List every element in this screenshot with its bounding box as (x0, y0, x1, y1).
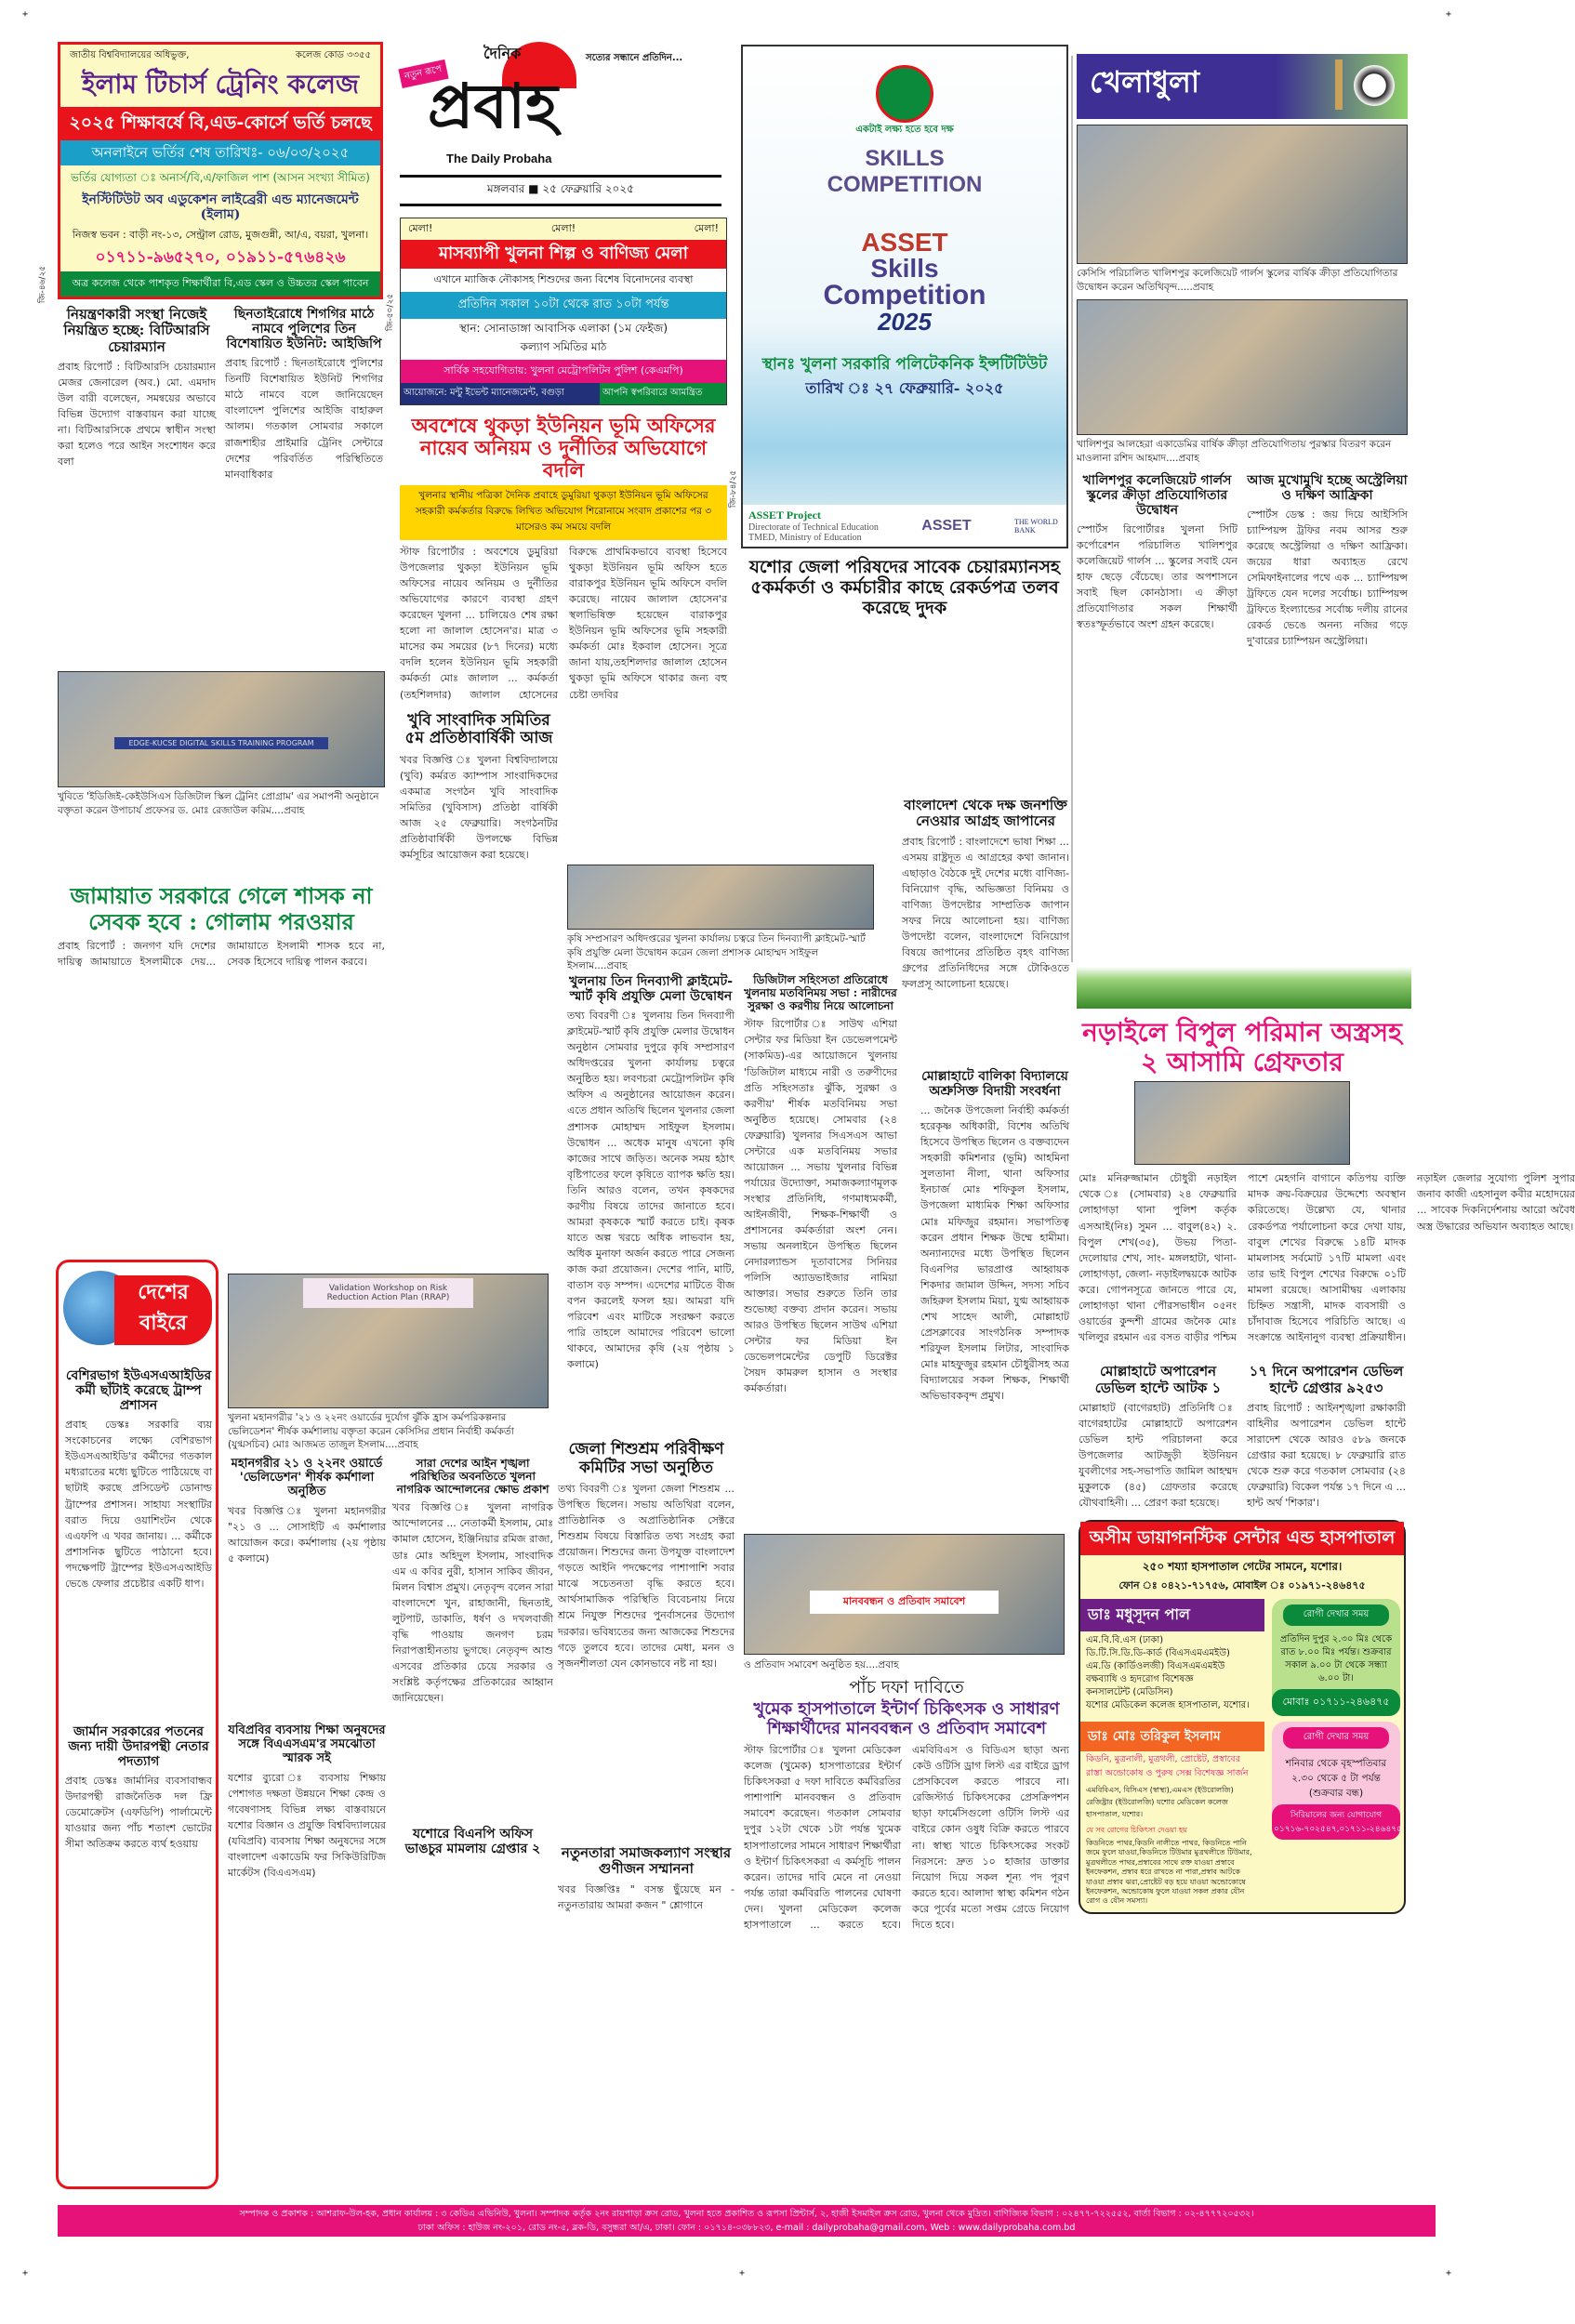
article-jamaat (58, 883, 385, 970)
article-body: প্রবাহ ডেস্কঃ জার্মানির ব্যবসাবান্ধব উদারপন্থী রাজনৈতিক দল ফ্রি ডেমোক্রেটস (এফডিপি) পার্লামেন্টে যাওয়ার জন্য পাঁচ শতাংশ ভোটের সীমা অতিক্রম করতে ব্যর্থ হওয়ায় (65, 1775, 212, 1851)
article-ku-press (400, 710, 558, 861)
registration-mark: + (739, 2268, 746, 2278)
doctor2-serial-title: সিরিয়ালের জন্য যোগাযোগ (1290, 1811, 1383, 1821)
devil-hunt-articles (1079, 1364, 1406, 1511)
mela-tag: মেলা! (550, 222, 576, 234)
photo-narail-police (1134, 1081, 1350, 1165)
ad-mela (400, 218, 727, 405)
article-body: তথ্য বিবরণী ঃ খুলনায় তিন দিনব্যাপী ক্লাইমেট-স্মার্ট কৃষি প্রযুক্তি মেলার উদ্বোধন অনুষ্ঠান সোমবার দুপুরে কৃষি সম্প্রসারণ অধিদপ্তরের খুলনা কার্যালয় চত্বরে অনুষ্ঠিত হয়। লবণচরা মেট্রোপলিটন কৃষি অফিস এ অনুষ্ঠানের আয়োজন করেন। এতে প্রধান অতিথি ছিলেন খুলনার জেলা প্রশাসক মোহাম্মদ সাইফুল ইসলাম। উদ্বোধন ... অধেক মানুষ এখনো কৃষি কাজের সাথে জড়িত। অনেক সময় হঠাৎ বৃষ্টিপাতের ফলে কৃষিতে ব্যাপক ক্ষতি হয়। তিনি আরও বলেন, তখন কৃষকদের করণীয় বিষয়ে তাদের জানাতে হবে। আমরা কৃষককে স্মার্ট করতে চাই। কৃষক যাতে অল্প খরচে অধিক লাভবান হয়, অধিক মুনাফা অর্জন করতে পারে সেজন্য কাজ করা প্রয়োজন। দেশের পানি, মাটি, বাতাস বড় সম্পদ। এদেশের মাটিতে বীজ বপন করলেই ফসল হয়। আমরা যদি পরিবেশ এবং মাটিকে সংরক্ষণ করতে পারি তাহলে আমাদের পরিবেশ ভালো থাকবে, আমাদের কৃষি (২য় পৃষ্ঠায় ১ কলামে) (567, 1010, 735, 1371)
world-title-top: দেশের (138, 1281, 189, 1304)
masthead-badge: নতুন রূপে (398, 59, 448, 88)
ad-institute: ইনস্টিটিউট অব এডুকেশন লাইব্রেরী এন্ড ম্যানেজমেন্ট (ইলাম) (82, 192, 359, 223)
registration-mark: + (22, 9, 29, 20)
photo-alhera-academy (1077, 299, 1408, 435)
mela-venue-line: কল্যাণ সমিতির মাঠ (520, 339, 607, 353)
mela-invite: আপনি স্বপরিবারে আমন্ত্রিত (600, 383, 726, 404)
photo-banner-text: Validation Workshop on Risk Reduction Action Plan (RRAP) (303, 1278, 473, 1308)
doctor2-serial: ০১৭১৬-৭০২৫৪৭,০১৭১১-২৪৬৪৭৫ (1274, 1825, 1402, 1835)
article-headline: খুলনায় তিন দিনব্যাপী ক্লাইমেট-স্মার্ট কৃষি প্রযুক্তি মেলা উদ্বোধন (568, 974, 734, 1005)
footer-imprint (58, 2205, 1436, 2237)
footer-line: সম্পাদক ও প্রকাশক : আশরাফ-উল-হক, প্রধান কার্যালয় : ৩ কেডিএ এভিনিউ, খুলনা। সম্পাদক কর্তৃক ২নং রায়পাড়া ক্রস রোড, খুলনা হতে প্রকাশিত ও রূপসা প্রিন্টার্স, ২, হাজী ইসমাইল ক্রস রোড, খুলনা থেকে মুদ্রিত। বাণিজ্যিক বিভাগ : ০২৪৭৭-৭২২৫৫২, বার্তা বিভাগ : ০২-৪৭৭৭২০৫৩২। (239, 2209, 1254, 2219)
article-devil-hunt-17 (1247, 1364, 1406, 1511)
article-headline: ডিজিটাল সহিংসতা প্রতিরোধে খুলনায় মতবিনিময় সভা : নারীদের সুরক্ষা ও করণীয় নিয়ে আলোচনা (744, 973, 897, 1012)
article-khumek (744, 1678, 1069, 1933)
article-headline: নতুনতারা সমাজকল্যাণ সংস্থার গুণীজন সম্মাননা (561, 1844, 732, 1878)
ad-college (58, 42, 383, 299)
qualification-line: এম.বি.বি.এস (ঢাকা) (1086, 1635, 1164, 1646)
world-section-header (63, 1266, 212, 1364)
logo-line: Skills (870, 254, 939, 283)
skills-title-line: SKILLS (865, 146, 945, 171)
skills-title (743, 146, 1066, 198)
article-body: প্রবাহ রিপোর্ট : আইনশৃঙ্খলা রক্ষাকারী বাহিনীর অপারেশন ডেভিল হান্টে সারাদেশ থেকে আরও ৫৮৯ জনকে গ্রেপ্তার করা হয়েছে। ৮ ফেব্রুয়ারি রাত থেকে শুরু করে গতকাল সোমবার (২৪ ফেব্রুয়ারি) বিকেল পর্যন্ত ১৭ দিনে এ ... হান্ট অর্থ 'শিকার'। (1247, 1401, 1406, 1510)
ad-college-code: কলেজ কোড ৩৩৫৫ (295, 50, 371, 60)
article-body: ... জনৈক উপজেলা নির্বাহী কর্মকর্তা হরেকৃষ্ণ অধিকারী, বিশেষ অতিথি হিসেবে উপস্থিত ছিলেন ও বক্তব্যদেন সহকারী কমিশনার (ভূমি) আহমিনা সুলতানা নীলা, থানা অফিসার ইনচার্জ মোঃ শফিকুল ইসলাম, উপজেলা মাধ্যমিক শিক্ষা অফিসার মোঃ মফিজুর রহমান। সভাপতিত্ব করেন প্রধান শিক্ষক উম্মে হামীমা। অন্যান্যদের মধ্যে উপস্থিত ছিলেন বিএনপির ভারপ্রাপ্ত আহ্বায়ক শিকদার জামাল উদ্দিন, সদস্য সচিব জহিরুল ইসলাম মিয়া, যুগ্ম আহ্বায়ক শেখ সাহেদ আলী, মোল্লাহাট প্রেসক্লাবের সাংগঠনিক সম্পাদক শরিফুল ইসলাম লিটার, সাংবাদিক মোঃ মাহফুজুর রহমান চৌধুরীসহ অত্র বিদ্যালয়ের সকল শিক্ষক, শিক্ষার্থী অভিভাবকবৃন্দ প্রমুখ। (920, 1104, 1069, 1403)
article-headline: যশোরে বিএনপি অফিস ভাঙচুর মামলায় গ্রেপ্তার ২ (404, 1827, 541, 1857)
article-police (225, 307, 383, 482)
mela-line1: এখানে ম্যাজিক নৌকাসহ শিশুদের জন্য বিশেষ বিনোদনের ব্যবস্থা (401, 269, 726, 292)
article-headline: জার্মান সরকারের পতনের জন্য দায়ী উদারপন্থী নেতার পদত্যাগ (68, 1724, 209, 1770)
qualification-line: এম.ডি (কার্ডিওলজী) বিএসএমএমইউ (1086, 1661, 1225, 1672)
article-headline: যবিপ্রবির ব্যবসায় শিক্ষা অনুষদের সঙ্গে বিএএসএম'র সমঝোতা স্মারক সই (228, 1723, 386, 1765)
article-headline: মোল্লাহাটে বালিকা বিদ্যালয়ে অশ্রুসিক্ত বিদায়ী সংবর্ধনা (921, 1069, 1068, 1100)
article-kicker: খুলনার স্থানীয় পত্রিকা দৈনিক প্রবাহে ডুমুরিয়া থুকড়া ইউনিয়ন ভূমি অফিসের সহকারী কর্মকর্তার বিরুদ্ধে লিখিত অভিযোগ শিরোনামে সংবাদ প্রকাশের পর ৩ মাসেরও কম সময়ে বদলি (400, 485, 727, 540)
qualification-line: ডি.টি.সি.ডি.ডি-কার্ড (বিএসএমএমইউ) (1086, 1648, 1230, 1659)
article-kcc-workshop (228, 1458, 386, 1566)
doctor1-name: ডাঃ মধুসূদন পাল (1080, 1599, 1264, 1631)
photo-sports-opening (1077, 125, 1408, 264)
article-law-order (392, 1458, 553, 1706)
article-body: প্রবাহ ডেস্কঃ সরকারি ব্যয় সংকোচনের লক্ষ্যে বেশিরভাগ ইউএসএআইডি'র কর্মীদের গতকাল মধ্যরাতের মধ্যে ছুটিতে পাঠিয়েছে বা ছাটাই করছে প্রসিডেন্ট ডোনাল্ড ট্রাম্পের প্রশাসন। সাহায্য সংস্থাটির বরাত দিয়ে ওয়াশিংটন থেকে এএফপি এ খবর জানায়। ... কর্মীকে প্রশাসনিক ছুটিতে পাঠানো হবে। পদক্ষেপটি ট্রাম্পের ইউএসএআইডি ভেঙে ফেলার প্রচেষ্টার একটি ধাপ। (65, 1419, 212, 1590)
photo-caption: কেসিসি পরিচালিত খালিশপুর কলেজিয়েট গার্লস স্কুলের বার্ষিক ক্রীড়া প্রতিযোগিতার উদ্বোধন করেন অতিথিবৃন্দ.....প্রবাহ (1077, 268, 1398, 293)
article-body: খবর বিজ্ঞপ্তি ঃ খুলনা নাগরিক আন্দোলনের ... নেতাকর্মী ইসলাম, মোঃ কামাল হোসেন, ইঞ্জিনিয়ার রমিজ রাজা, ডাঃ মোঃ অহিদুল ইসলাম, সাংবাদিক এম এ কবির নুরী, হাসান সাকিব জীবন, মিলন বিশ্বাস প্রমুখ। নেতৃবৃন্দ বলেন সারা বাংলাদেশে খুন, রাহাজানী, ছিনতাই, লুটপাট, ডাকাতি, ধর্ষণ ও দখলবাজী বৃদ্ধি পাওয়ায় জনগণ চরম নিরাপত্তাহীনতায় ভুগছে। নেতৃবৃন্দ আশু এসবের প্রতিকার চেয়ে সরকার ও সংশ্লিষ্ট কর্তৃপক্ষের প্রতিকারের আহ্বান জানিয়েছেন। (392, 1501, 553, 1704)
photo-khumek-protest (744, 1534, 1065, 1655)
mela-tag: মেলা! (408, 222, 433, 234)
article-body: স্পোর্টস রিপোর্টারঃ খুলনা সিটি কর্পোরেশন পরিচালিত খালিশপুর কলেজিয়েট গার্লস ... স্কুলের সবাই যেন হাফ ছেড়ে বেঁচেছে। তার অপশাসনে সবাই ছিল কোনঠাসা। এ ক্রীড়া প্রতিযোগিতার সকল শিক্ষার্থী স্বতঃস্ফূর্তভাবে অংশ গ্রহন করেছে। (1077, 523, 1238, 631)
logo-line: ASSET (861, 228, 948, 257)
doctor2-treatments: কিডনিতে পাথর,কিডনি নালীতে পাথর, কিডনিতে পানি জমে ফুলে যাওয়া,কিডনিতে টিউমার মুত্রথলীতে টিউমার, মুত্রথলীতে পাথর,প্রস্বাবের সাথে রক্ত যাওয়া প্রস্বাবে ইনফেকশন, প্রস্বাব ধরে রাখতে না পারা,প্রস্বাব আটকে যাওয়া প্রস্বাব ঝরা,প্রোষ্টেট বড় হয়ে যাওয়া অন্ডোকোষে ইনফেকশন, অন্ডোকোষ ফুলে যাওয়া সকল প্রকার যৌন রোগ ও যৌন সমস্যা। (1086, 1839, 1252, 1906)
mela-title: মাসব্যাপী খুলনা শিল্প ও বাণিজ্য মেলা (401, 240, 726, 269)
article-narail (1079, 1017, 1575, 1356)
doctor2-hours: শনিবার থেকে বৃহস্পতিবার ২.৩০ থেকে ৫ টা পর্যন্ত (শুক্রবার বন্ধ) (1285, 1758, 1387, 1799)
photo-banner-text: মানববন্ধন ও প্রতিবাদ সমাবেশ (810, 1591, 999, 1614)
article-body: প্রবাহ রিপোর্ট : বিটিআরসি চেয়ারম্যান মেজর জেনারেল (অব.) মো. এমদাদ উল বারী বলেছেন, সমন্বয়ের অভাবে বিভিন্ন উদ্যোগ বাস্তবায়ন করা যাচ্ছে না। বিটিআরসিকে প্রথমে স্বাধীন সংস্থা করা হলেও পরে আইন সংশোধন করে বলা (58, 360, 216, 469)
article-just-bsm (228, 1724, 386, 1881)
worldbank-logo: THE WORLD BANK (1013, 517, 1058, 535)
photo-caption: কৃষি সম্প্রসারণ অধিদপ্তরের খুলনা কার্যালয় চত্বরে তিন দিনব্যাপী ক্লাইমেট-স্মার্ট কৃষি প্রযুক্তি মেলা উদ্বোধন করেন জেলা প্রশাসক মোহাম্মদ সাইফুল ইসলাম....প্রবাহ (567, 933, 866, 972)
article-body: খবর বিজ্ঞপ্তি ঃ খুলনা মহানগরীর "২১ ও ... সোসাইটি এ কর্মশালার আয়োজন করে। কর্মশালায় (২য় পৃষ্ঠায় ৫ কলামে) (228, 1504, 386, 1565)
masthead-prefix: দৈনিক (483, 45, 522, 62)
left-top-articles (58, 307, 383, 482)
ad-title: ইলাম টিচার্স ট্রেনিং কলেজ (81, 69, 360, 99)
doctor2-hours-title: রোগী দেখার সময় (1283, 1727, 1389, 1749)
skills-date: তারিখ ঃ ২৭ ফেব্রুয়ারি- ২০২৫ (805, 378, 1004, 397)
article-agri-fair (567, 974, 735, 1372)
article-mollahat-school (920, 1069, 1069, 1404)
article-body: খবর বিজ্ঞপ্তি ঃ খুলনা বিশ্ববিদ্যালয়ে (খুবি) কর্মরত ক্যাম্পাস সাংবাদিকদের একমাত্র সংগঠন খুবি সাংবাদিক সমিতির (খুবিসাস) প্রতিষ্ঠা বার্ষিকী আজ ২৫ ফেব্রুয়ারি। সংগঠনটির প্রতিষ্ঠাবার্ষিকী উপলক্ষে বিভিন্ন কর্মসূচির আয়োজন করা হয়েছে। (400, 753, 558, 861)
masthead-slogan: সত্যের সন্ধানে প্রতিদিন... (586, 53, 683, 63)
article-headline: সারা দেশের আইন শৃঙ্খলা পরিস্থিতির অবনতিতে খুলনা নাগরিক আন্দোলনের ক্ষোভ প্রকাশ (396, 1457, 549, 1496)
ad-hospital (1079, 1520, 1406, 1914)
article-headline: মহানগরীর ২১ ও ২২নং ওয়ার্ডে 'ভেলিডেশন' শীর্ষক কর্মশালা অনুষ্ঠিত (231, 1457, 383, 1499)
photo-ku-training (58, 671, 385, 787)
ad-ref: জি-৫০/২৫ (386, 293, 395, 332)
article-headline: বেশিরভাগ ইউএসএআইডির কর্মী ছাঁটাই করেছে ট্রাম্প প্রশাসন (65, 1368, 212, 1414)
mela-tag: মেলা! (694, 222, 719, 234)
world-title-bottom: বাইরে (139, 1312, 187, 1335)
article-body: স্টাফ রিপোর্টার : অবশেষে ডুমুরিয়া উপজেলার থুকড়া ইউনিয়ন ভূমি অফিসের নায়েব অনিয়ম ও দুর্নীতির অভিযোগের কারণে ব্যবস্থা গ্রহণ করেছেন খুলনা ... চালিয়েও শেষ রক্ষা হলো না জালাল হোসেন'র। মাত্র ৩ মাসের কম সময়ের (৮৭ দিনের) মধ্যে বদলি হলেন ইউনিয়ন ভূমি সহকারী কর্মকর্তা মোঃ জালাল ... কর্মকর্তা (তহশিলদার) জালাল হোসেনের বিরুদ্ধে প্রাথমিকভাবে ব্যবস্থা হিসেবে থুকড়া ইউনিয়ন ভূমি অফিস হতে বারাকপুর ইউনিয়ন ভূমি অফিসে বদলি করেছে। নায়েব জালাল হোসেন'র স্থলাভিষিক্ত হয়েছেন বারাকপুর ইউনিয়ন ভূমি অফিসের ভূমি সহকারী কর্মকর্তা মোঃ ইকবাল হোসেন। সূত্রে জানা যায়,তহশিলদার জালাল হোসেন থুকড়া ভূমি অফিসে থাকার জন্য বহু চেষ্টা তদবির (400, 546, 727, 701)
mela-hours: প্রতিদিন সকাল ১০টা থেকে রাত ১০টা পর্যন্ত (401, 292, 726, 319)
hospital-phone: ফোন ঃ ০৪২১-৭১৭৫৬, মোবাইল ঃ ০১৯৭১-২৪৬৪৭৫ (1118, 1579, 1366, 1592)
sports-column (1077, 54, 1408, 649)
article-headline: যশোর জেলা পরিষদের সাবেক চেয়ারম্যানসহ ৫কর্মকর্তা ও কর্মচারীর কাছে রেকর্ডপত্র তলব করেছে দুদক (748, 557, 1061, 618)
ad-phones: ০১৭১১-৯৬৫২৭০, ০১৯১১-৫৭৬৪২৬ (95, 248, 346, 268)
article-body: যশোর ব্যুরো ঃ ব্যবসায় শিক্ষায় পেশাগত দক্ষতা উন্নয়নে শিক্ষা কেন্দ্র ও গবেষণাসহ বিভিন্ন লক্ষ্য বাস্তবায়নে যশোর বিজ্ঞান ও প্রযুক্তি বিশ্ববিদ্যালয়ের (যবিপ্রবি) ব্যবসায় শিক্ষা অনুষদের সঙ্গে বাংলাদেশ একাডেমি ফর সিকিউরিটিজ মার্কেটস (বিএএসএম) (228, 1771, 386, 1880)
ad-note: অত্র কলেজ থেকে পাশকৃত শিক্ষার্থীরা বি,এড স্কেল ও উচ্চতর স্কেল পাবেন (60, 271, 380, 297)
article-body: খবর বিজ্ঞপ্তিঃ " বসন্ত ছুঁয়েছে মন - নতুনতারায় আমরা কজন " শ্লোগানে (558, 1882, 735, 1911)
article-headline: খুবি সাংবাদিক সমিতির ৫ম প্রতিষ্ঠাবার্ষিকী আজ (404, 710, 553, 748)
skills-dept: Directorate of Technical Education (748, 522, 879, 533)
ad-ref: জি-৪৬/২৫ (38, 265, 47, 304)
photo-banner-text: EDGE-KUCSE DIGITAL SKILLS TRAINING PROGRAM (114, 737, 328, 749)
photo-caption: খুবিতে 'ইডিজিই-কেইউসিএস ডিজিটাল স্কিল ট্রেনিং প্রোগ্রাম' এর সমাপনী অনুষ্ঠানে বক্তৃতা করেন উপাচার্য প্রফেসর ড. মোঃ রেজাউল করিম....প্রবাহ (58, 791, 379, 816)
skills-venue: স্থানঃ খুলনা সরকারি পলিটেকনিক ইন্সটিটিউট (761, 355, 1048, 374)
article-headline: মোল্লাহাটে অপারেশন ডেভিল হান্টে আটক ১ (1094, 1363, 1222, 1396)
article-japan (902, 798, 1069, 992)
ad-skills-competition (741, 45, 1068, 548)
photo-caption: ও প্রতিবাদ সমাবেশ অনুষ্ঠিত হয়....প্রবাহ (744, 1659, 899, 1670)
doctor2-name: ডাঃ মোঃ তরিকুল ইসলাম (1080, 1722, 1264, 1751)
article-headline: খালিশপুর কলেজিয়েট গার্লস স্কুলের ক্রীড়া প্রতিযোগিতার উদ্বোধন (1082, 472, 1232, 518)
skills-title-line: COMPETITION (827, 172, 983, 197)
masthead-english-name: The Daily Probaha (446, 152, 552, 165)
footer-line: ঢাকা অফিস : হাউজ নং-২০১, রোড নং-৫, ব্লক-ডি, বসুন্ধরা আ/এ, ঢাকা। ফোন : ০১৭১৪-০৩৮৮২৩, e-mail : dailyprobaha@gmail.com, Web : www.dailyprobaha.com.bd (417, 2223, 1076, 2234)
asset-logo (743, 230, 1066, 334)
skills-motto: একটাই লক্ষ্য হতে হবে দক্ষ (855, 125, 954, 135)
asset-small-logo: ASSET (921, 517, 972, 534)
mela-organizer: আয়োজনে: মন্টু ইভেন্ট ম্যানেজমেন্ট, বগুড়া (401, 383, 600, 404)
photo-kcc-workshop (228, 1274, 549, 1408)
skills-project: ASSET Project (748, 508, 821, 522)
logo-line: Competition (823, 280, 986, 310)
photo-caption: খালিশপুর আলহেরা একাডেমির বার্ষিক ক্রীড়া প্রতিযোগিতায় পুরস্কার বিতরণ করেন মাওলানা রশিদ আহমাদ....প্রবাহ (1077, 439, 1392, 465)
sports-articles (1077, 473, 1408, 650)
doctor1-mobile: মোবাঃ ০১৭১১-২৪৬৪৭৫ (1272, 1689, 1400, 1716)
article-body: মোঃ মনিরুজ্জামান চৌধুরী নড়াইল থেকে ঃ (সোমবার) ২৪ ফেব্রুয়ারি লোহাগড়া থানা পুলিশ কর্তৃক এসআই(নিঃ) সুমন ... বাবুল(৪২) ২. বিপুল শেখ(৩৫), উভয় পিতা- দেলোয়ার শেখ, সাং- মঙ্গলহাটা, থানা- লোহাগড়া, জেলা- নড়াইলদ্বয়কে আটক করে। গোপনসূত্রে জানতে পারে যে, লোহাগড়া থানা পৌরসভাধীন ০৫নং ওয়ার্ডের কুন্দশী গ্রামের জনৈক মোঃ খলিলুর রহমান এর বসত বাড়ীর পশ্চিম পাশে মেহগনি বাগানে কতিপয় ব্যক্তি মাদক ক্রয়-বিক্রয়ের উদ্দেশ্যে অবস্থান করিতেছে। উল্লেখ্য যে, থানার রেকর্ডপত্র পর্যালোচনা করে দেখা যায়, বাবুল শেখের বিরুদ্ধে ১৪টি মাদক মামলাসহ সর্বমোট ১৭টি মামলা এবং তার ভাই বিপুল শেখের বিরুদ্ধে ০১টি মামলা রয়েছে। আসামীদ্বয় এলাকায় চিহ্নিত সন্ত্রাসী, মাদক ব্যবসায়ী ও চাঁদাবাজ হিসেবে পরিচিতি আছে। এ সংক্রান্তে আইনানুগ ব্যবস্থা প্রক্রিয়াধীন। নড়াইল জেলার সুযোগ্য পুলিশ সুপার জনাব কাজী এহসানুল কবীর মহোদয়ের ... সাবেক দিকনির্দেশনায় আরো অবৈধ অস্ত্র উদ্ধারের অভিযান অব্যাহত আছে। (1079, 1172, 1575, 1343)
article-body: স্টাফ রিপোর্টার ঃ খুলনা মেডিকেল কলেজ (খুমেক) হাসপাতারের ইন্টার্ণ চিকিৎসকরা ৫ দফা দাবিতে কর্মবিরতির পাশাপাশি মানববন্ধন ও প্রতিবাদ সমাবেশ করেছেন। গতকাল সোমবার দুপুর ১২টা থেকে ১টা পর্যন্ত খুমেক হাসপাতালের সামনে সাধারণ শিক্ষার্থীরা ও ইন্টার্ণ চিকিৎসকরা এ কর্মসূচি পালন করেন। তাদের দাবি মেনে না নেওয়া পর্যন্ত তারা কর্মবিরতি পালনের ঘোষণা দেন। খুলনা মেডিকেল কলেজ হাসপাতালে ... করতে হবে। এমবিবিএস ও বিডিএস ছাড়া অন্য কেউ ওটিসি ড্রাগ লিস্ট এর বাইরে ড্রাগ প্রেসকিবেল করতে পারবে না। রেজিস্টার্ড চিকিৎসকের প্রেসক্রিপশন ছাড়া ফার্মেসিগুলো ওটিসি লিস্ট এর বাইরে কোন ওষুধ বিক্রি করতে পারবে না। স্বাস্থ্য খাতে চিকিৎসকের সংকট নিরসনে: দ্রুত ১০ হাজার ডাক্তার নিয়োগ দিয়ে সকল শূন্য পদ পূরণ করতে হবে। আলাদা স্বাস্থ্য কমিশন গঠন করে পূর্বের মতো সপ্তম গ্রেডে নিয়োগ দিতে হবে। (744, 1744, 1069, 1931)
football-icon (1354, 65, 1395, 106)
registration-mark: + (1446, 2268, 1452, 2278)
ad-admission: ২০২৫ শিক্ষাবর্ষে বি,এড-কোর্সে ভর্তি চলছে (60, 107, 380, 140)
article-body: স্পোর্টস ডেস্ক : জয় দিয়ে আইসিসি চ্যাম্পিয়ন্স ট্রফির নবম আসর শুরু করেছে অস্ট্রেলিয়া ও দক্ষিণ আফ্রিকা। জয়ের ধারা অব্যাহত রেখে সেমিফাইনালের পথে এক ... চ্যাম্পিয়ন্স ট্রফিতে যেন দলের সর্বোচ্চ। চ্যাম্পিয়ন্স ট্রফিতে ইংল্যান্ডের সর্বোচ্চ দলীয় রানের রেকর্ড ভেঙে অনন্য নজির গড়ে দু'বারের চ্যাম্পিয়ন অস্ট্রেলিয়া। (1247, 508, 1408, 648)
mid-top-column (400, 218, 727, 861)
sports-banner-title: খেলাধুলা (1090, 64, 1200, 99)
article-headline: ছিনতাইরোধে শিগগির মাঠে নামবে পুলিশের তিন বিশেষায়িত ইউনিট: আইজিপি (226, 307, 382, 352)
article-body: প্রবাহ রিপোর্ট : ছিনতাইরোধে পুলিশের তিনটি বিশেষায়িত ইউনিট শিগগির মাঠে নামবে বলে জানিয়েছেন বাংলাদেশ পুলিশের আইজি বাহারুল আলম। গতকাল সোমবার সকালে রাজশাহীর প্রাইমারি ট্রেনিং সেন্টারে দেশের পরিবর্তিত পরিস্থিতিতে মানবাধিকার (225, 357, 383, 481)
hospital-address: ২৫০ শয্যা হাসপাতাল গেটের সামনে, যশোর। (1142, 1560, 1343, 1574)
hospital-title: অসীম ডায়াগনস্টিক সেন্টার এন্ড হাসপাতাল (1080, 1522, 1404, 1555)
sports-banner (1077, 54, 1408, 119)
doctor1-hours-title: রোগী দেখার সময় (1283, 1604, 1389, 1626)
article-headline: ১৭ দিনে অপারেশন ডেভিল হান্টে গ্রেপ্তার ৯২৫৩ (1249, 1363, 1404, 1396)
column-divider (1071, 56, 1073, 962)
world-section (56, 1260, 218, 2189)
doctor1-hours: প্রতিদিন দুপুর ২.৩০ মিঃ থেকে রাত ৮.০০ মিঃ পর্যন্ত। শুক্রবার সকাল ৯.০০ টা থেকে সন্ধ্যা ৬.০০ টা। (1279, 1634, 1393, 1684)
doctor2-qualifications: এমবিবিএস, বিসিএস (স্বাস্থ্য),এমএস (ইউরোলজি) রেজিষ্ট্রার (ইউরোলজি) যশোর মেডিকেল কলেজ হাসপাতাল, যশোর। (1086, 1786, 1234, 1819)
article-thukra (400, 415, 727, 703)
ad-affiliation: জাতীয় বিশ্ববিদ্যালয়ের অধিভুক্ত, (70, 50, 190, 60)
article-headline: বাংলাদেশ থেকে দক্ষ জনশক্তি নেওয়ার আগ্রহ জাপানের (904, 797, 1067, 830)
mela-support: সার্বিক সহযোগিতায়: খুলনা মেট্রোপলিটন পুলিশ (কেএমপি) (401, 360, 726, 383)
right-lower-column (1079, 1017, 1575, 1914)
cricket-bat-icon (1335, 59, 1343, 110)
article-digital-violence (744, 974, 897, 1397)
mela-venue-line: স্থান: সোনাডাঙ্গা আবাসিক এলাকা (১ম ফেইজ) (458, 321, 668, 335)
ad-ref: জি-৮৪/২৫ (729, 469, 738, 508)
article-body: মোল্লাহাট (বাগেরহাট) প্রতিনিধি ঃ বাগেরহাটের মোল্লাহাটে অপারেশন ডেভিল হান্ট পরিচালনা করে উপজেলার আটজুড়ী ইউনিয়ন যুবলীগের সহ-সভাপতি জামিল আহম্মদ মুকুলকে (৪৫) গ্রেফতার করেছে যৌথবাহিনী। ... প্রেরণ করা হয়েছে। (1079, 1401, 1238, 1510)
article-notuntara (558, 1845, 735, 1913)
article-headline: খুমেক হাসপাতালে ইন্টার্ণ চিকিৎসক ও সাধারণ শিক্ষার্থীদের মানববন্ধন ও প্রতিবাদ সমাবেশ (753, 1698, 1060, 1738)
article-headline: নিয়ন্ত্রণকারী সংস্থা নিজেই নিয়ন্ত্রিত হচ্ছে: বিটিআরসি চেয়ারম্যান (63, 306, 210, 355)
doctor1-qualifications (1080, 1631, 1264, 1715)
ad-address: নিজস্ব ভবন : বাড়ী নং-১৩, সেন্ট্রাল রোড, মুজগুন্নী, আ/এ, বয়রা, খুলনা। (72, 229, 369, 242)
ad-deadline: অনলাইনে ভর্তির শেষ তারিখঃ- ০৬/০৩/২০২৫ (60, 140, 380, 165)
article-body: প্রবাহ রিপোর্ট : বাংলাদেশে ভাষা শিক্ষা ... এসময় রাষ্ট্রদূত এ আগ্রহের কথা জানান। এছাড়াও বৈঠকে দুই দেশের মধ্যে বাণিজ্য-বিনিয়োগ বৃদ্ধি, অভিজ্ঞতা বিনিময় ও বাণিজ্য উপদেষ্টার সাম্প্রতিক জাপান সফর নিয়ে আলোচনা হয়। বাণিজ্য উপদেষ্টা বলেন, বাংলাদেশে বিনিয়োগ বিষয়ে জাপানের প্রতিষ্ঠিত বৃহৎ বাণিজ্য গ্রুপের প্রতিনিধিদের সঙ্গে টোকিওতে ফলপ্রসূ আলোচনা হয়েছে। (902, 835, 1069, 990)
mela-venue (401, 319, 726, 360)
logo-year: 2025 (878, 308, 932, 336)
article-headline: নড়াইলে বিপুল পরিমান অস্ত্রসহ ২ আসামি গ্রেফতার (1082, 1017, 1402, 1078)
article-headline: আজ মুখোমুখি হচ্ছে অস্ট্রেলিয়া ও দক্ষিণ আফ্রিকা (1247, 472, 1408, 503)
issue-date: মঙ্গলবার ■ ২৫ ফেব্রুয়ারি ২০২৫ (487, 182, 634, 195)
doctor2-treatments-title: যে সব রোগের চিকিৎসা দেওয়া হয় (1086, 1826, 1187, 1835)
date-line (400, 175, 721, 206)
article-kicker: পাঁচ দফা দাবিতে (849, 1677, 964, 1697)
masthead (400, 42, 721, 172)
article-jessore (741, 558, 1068, 623)
article-body: প্রবাহ রিপোর্ট : জনগণ যদি দেশের দায়িত্ব জামায়াতে ইসলামীকে দেয়... জামায়াতে ইসলামী শাসক হবে না, সেবক হিসেবে দায়িত্ব পালন করবে। (58, 940, 385, 969)
article-body: স্টাফ রিপোর্টার ঃ সাউথ এশিয়া সেন্টার ফর মিডিয়া ইন ডেভেলপমেন্ট (সাকমিড)-এর আয়োজনে খুলনায় 'ডিজিটাল মাধ্যমে নারী ও তরুণীদের প্রতি সহিংসতাঃ ঝুঁকি, সুরক্ষা ও করণীয়' শীর্ষক মতবিনিময় সভা অনুষ্ঠিত হয়েছে। সোমবার (২৪ ফেব্রুয়ারি) খুলনার সিএসএস আভা সেন্টারে এক মতবিনিময় সভার আয়োজন ... সভায় খুলনার বিভিন্ন পর্যায়ের উদ্যোক্তা, সমাজকল্যাণমূলক সংস্থার প্রতিনিধি, গণমাধ্যমকর্মী, আইনজীবী, শিক্ষক-শিক্ষার্থী ও প্রশাসনের কর্মকর্তারা অংশ নেন। সভায় অনলাইনে উপস্থিত ছিলেন নেদারল্যান্ডস দূতাবাসের সিনিয়র পলিসি অ্যাডভাইজার নামিয়া আক্তার। সভার শুরুতে তিনি তার শুভেচ্ছা বক্তব্য প্রদান করেন। সভায় আরও উপস্থিত ছিলেন সাউথ এশিয়া সেন্টার ফর মিডিয়া ইন ডেভেলপমেন্টের ডেপুটি ডিরেক্টর সৈয়দ কামরুল হাসান ও সংস্থার কর্মকর্তারা। (744, 1018, 897, 1395)
article-body: তথ্য বিবরণী ঃ খুলনা জেলা শিশুশ্রম ... উপস্থিত ছিলেন। সভায় অতিথিরা বলেন, প্রাতিষ্ঠানিক ও অপ্রাতিষ্ঠানিক সেক্টরে শিশুশ্রম বিষয়ে বিস্তারিত তথ্য সংগ্রহ করা প্রয়োজন। শিশুদের জন্য উপযুক্ত বাংলাদেশ গড়তে আইনি পদক্ষেপের পাশাপাশি সবার মাঝে সচেতনতা বৃদ্ধি করতে হবে। আর্থসামাজিক পরিস্থিতি বিবেচনায় নিয়ে শ্রমে নিযুক্ত শিশুদের পুনর্বাসনের উদ্যোগ দরকার। ভবিষ্যতের জন্য আজকের শিশুদের গড়ে তুলবে হবে। তাদের মেধা, মনন ও সৃজনশীলতা যেন কোনভাবে নষ্ট না হয়। (558, 1483, 735, 1670)
ad-eligibility: ভর্তির যোগ্যতা ঃ অনার্স/বি,এ/ফাজিল পাশ (আসন সংখ্যা সীমিত) (71, 171, 370, 185)
article-cricket (1247, 473, 1408, 650)
masthead-name: প্রবাহ (428, 70, 558, 142)
govt-seal-icon (876, 65, 933, 123)
doctor2-specialty: কিডনি, মুত্রনালী, মুত্রথলী, প্রোষ্টেট, প্রস্বাবের রাস্তা অন্ডোকোষ ও পুরুষ সেক্স বিশেষজ্ঞ সার্জন (1086, 1754, 1249, 1779)
qualification-line: যশোর মেডিকেল কলেজ হাসপাতাল, যশোর। (1086, 1700, 1250, 1711)
skills-ministry: TMED, Ministry of Education (748, 533, 862, 543)
article-headline: জেলা শিশুশ্রম পরিবীক্ষণ কমিটির সভা অনুষ্ঠিত (568, 1440, 724, 1477)
registration-mark: + (22, 2268, 29, 2278)
photo-agri-fair (567, 865, 874, 930)
grass-decoration (1077, 967, 1411, 1009)
article-btrc (58, 307, 216, 469)
article-headline: জামায়াত সরকারে গেলে শাসক না সেবক হবে : গোলাম পরওয়ার (70, 882, 373, 935)
left-top-column (58, 42, 383, 482)
article-bnp-office (392, 1827, 553, 1860)
article-devil-hunt-mollahat (1079, 1364, 1238, 1511)
registration-mark: + (1446, 9, 1452, 20)
qualification-line: বক্ষব্যাধি ও হৃদরোগ বিশেষজ্ঞ (1086, 1674, 1194, 1685)
photo-caption: খুলনা মহানগরীর '২১ ও ২২নং ওয়ার্ডের দুর্যোগ ঝুঁকি হ্রাস কর্মপরিকল্পনার ভেলিডেশন' শীর্ষক কর্মশালায় বক্তৃতা করেন কেসিসির প্রধান নির্বাহী কর্মকর্তা (যুগ্মসচিব) মোঃ আজমত তাজুল ইসলাম....প্রবাহ (228, 1412, 514, 1451)
article-khalishpur (1077, 473, 1238, 633)
article-headline: অবশেষে থুকড়া ইউনিয়ন ভূমি অফিসের নায়েব অনিয়ম ও দুর্নীতির অভিযোগে বদলি (411, 413, 716, 482)
article-child-labour (558, 1441, 735, 1671)
qualification-line: কনসালটেন্ট (মেডিসিন) (1086, 1687, 1173, 1698)
